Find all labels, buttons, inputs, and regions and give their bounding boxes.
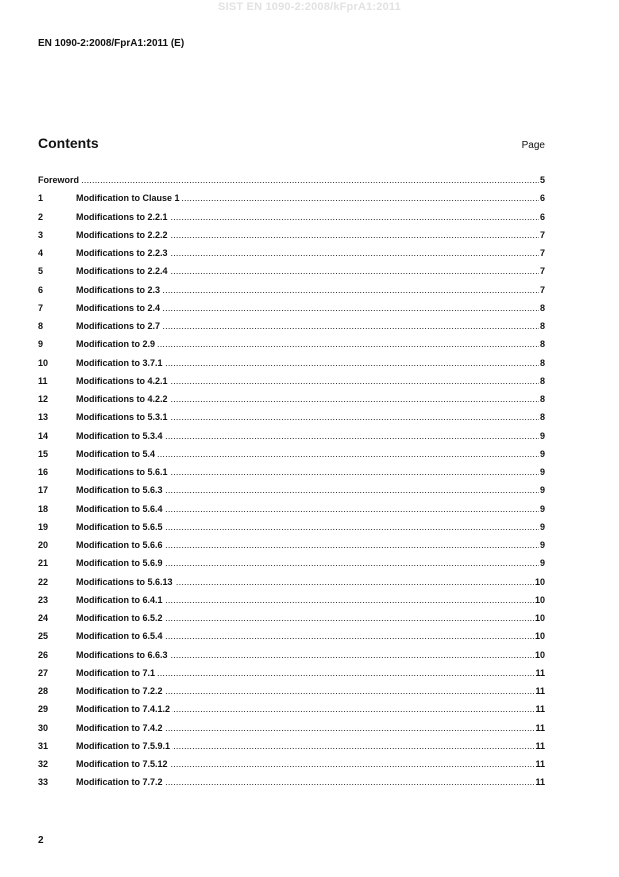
toc-entry-title: Modification to 7.1 ..... <box>76 668 534 678</box>
toc-entry-number: 4 <box>38 248 44 259</box>
toc-entry[interactable] <box>38 299 545 317</box>
toc-entry-page: 6 <box>539 211 545 222</box>
toc-entry-title: Modification to 6.5.4 ..... <box>76 631 534 641</box>
toc-entry-title: Modification to 5.6.9 ..... <box>76 558 539 568</box>
toc-entry[interactable] <box>38 591 545 609</box>
toc-entry-title: Modification to 5.6.6 ..... <box>76 540 539 550</box>
page-column-label: Page <box>521 140 545 151</box>
toc-entry-number: 1 <box>38 193 44 204</box>
toc-entry-number: 26 <box>38 649 49 660</box>
toc-entry-title: Modifications to 4.2.1 ..... <box>76 376 539 386</box>
toc-entry-number: 30 <box>38 722 49 733</box>
toc-entry-page: 8 <box>539 357 545 368</box>
toc-entry-page: 8 <box>539 394 545 405</box>
toc-entry-title: Modification to Clause 1 ..... <box>76 193 539 203</box>
toc-entry[interactable] <box>38 682 545 700</box>
toc-entry-page: 8 <box>539 302 545 313</box>
toc-entry-number: 6 <box>38 284 44 295</box>
toc-entry-title: Modification to 5.6.3 ..... <box>76 485 539 495</box>
toc-entry-page: 11 <box>535 759 545 770</box>
toc-entry[interactable] <box>38 554 545 572</box>
toc-entry-number: 18 <box>38 503 49 514</box>
toc-entry-page: 7 <box>539 248 545 259</box>
toc-entry-number: 29 <box>38 704 49 715</box>
toc-entry-number: 8 <box>38 321 44 332</box>
toc-entry-page: 8 <box>539 375 545 386</box>
toc-entry-number: 11 <box>38 375 48 386</box>
toc-entry[interactable] <box>38 335 545 353</box>
toc-entry-page: 9 <box>539 521 545 532</box>
toc-entry-number: 3 <box>38 229 44 240</box>
toc-entry-page: 9 <box>539 540 545 551</box>
toc-entry-title: Modification to 7.4.1.2 ..... <box>76 704 534 714</box>
toc-entry-number: 21 <box>38 558 49 569</box>
toc-entry[interactable] <box>38 408 545 426</box>
toc-entry-page: 7 <box>539 229 545 240</box>
toc-entry-title: Modification to 6.5.2 ..... <box>76 613 534 623</box>
toc-entry[interactable] <box>38 463 545 481</box>
toc-entry-title: Foreword ..... <box>38 175 539 185</box>
toc-entry-title: Modifications to 2.2.4 ..... <box>76 266 539 276</box>
toc-entry[interactable] <box>38 518 545 536</box>
toc-entry-title: Modifications to 5.6.13 ..... <box>76 577 534 587</box>
toc-entry-title: Modifications to 6.6.3 ..... <box>76 650 534 660</box>
toc-entry[interactable] <box>38 700 545 718</box>
toc-entry[interactable] <box>38 664 545 682</box>
toc-entry-number: 15 <box>38 448 49 459</box>
toc-entry-number: 2 <box>38 211 44 222</box>
toc-entry[interactable] <box>38 445 545 463</box>
toc-entry[interactable] <box>38 354 545 372</box>
toc-entry-number: 19 <box>38 521 49 532</box>
toc-entry-title: Modification to 6.4.1 ..... <box>76 595 534 605</box>
toc-entry-page: 11 <box>535 667 545 678</box>
toc-entry-number: 20 <box>38 540 49 551</box>
toc-entry-number: 25 <box>38 631 49 642</box>
toc-entry[interactable] <box>38 536 545 554</box>
toc-entry[interactable] <box>38 737 545 755</box>
toc-entry[interactable] <box>38 427 545 445</box>
toc-entry-number: 14 <box>38 430 49 441</box>
toc-entry-page: 9 <box>539 503 545 514</box>
toc-entry-number: 32 <box>38 759 49 770</box>
toc-entry-foreword[interactable] <box>38 171 545 189</box>
toc-entry-title: Modification to 7.7.2 ..... <box>76 777 534 787</box>
toc-entry[interactable] <box>38 372 545 390</box>
toc-entry-title: Modifications to 2.3 ..... <box>76 285 539 295</box>
toc-entry-number: 7 <box>38 302 44 313</box>
toc-entry-page: 7 <box>539 266 545 277</box>
toc-entry-number: 5 <box>38 266 44 277</box>
toc-entry-page: 10 <box>534 594 545 605</box>
toc-entry[interactable] <box>38 244 545 262</box>
toc-entry[interactable] <box>38 627 545 645</box>
toc-entry-number: 31 <box>38 740 49 751</box>
toc-entry-title: Modifications to 2.7 ..... <box>76 321 539 331</box>
contents-heading: Contents <box>38 135 99 151</box>
toc-entry-number: 24 <box>38 613 49 624</box>
toc-entry-number: 23 <box>38 594 49 605</box>
toc-entry-page: 9 <box>539 448 545 459</box>
toc-entry-number: 22 <box>38 576 49 587</box>
toc-entry-number: 28 <box>38 686 49 697</box>
toc-entry[interactable] <box>38 481 545 499</box>
toc-entry-number: 27 <box>38 667 49 678</box>
toc-entry-title: Modifications to 4.2.2 ..... <box>76 394 539 404</box>
toc-entry[interactable] <box>38 573 545 591</box>
toc-entry-number: 13 <box>38 412 49 423</box>
toc-entry[interactable] <box>38 226 545 244</box>
toc-entry-title: Modification to 5.4 ..... <box>76 449 539 459</box>
toc-entry-number: 10 <box>38 357 49 368</box>
toc-entry[interactable] <box>38 189 545 207</box>
toc-entry-number: 17 <box>38 485 49 496</box>
toc-entry-page: 11 <box>535 740 545 751</box>
toc-entry-title: Modification to 5.3.4 ..... <box>76 431 539 441</box>
toc-entry-title: Modification to 5.6.4 ..... <box>76 504 539 514</box>
toc-entry-page: 10 <box>534 576 545 587</box>
toc-entry-page: 8 <box>539 321 545 332</box>
toc-entry-title: Modifications to 2.2.1 ..... <box>76 212 539 222</box>
toc-entry-number: 16 <box>38 467 49 478</box>
toc-entry-number: 12 <box>38 394 49 405</box>
toc-entry-page: 11 <box>535 686 545 697</box>
toc-entry-number: 33 <box>38 777 49 788</box>
toc-entry-page: 8 <box>539 339 545 350</box>
toc-entry-title: Modification to 7.4.2 ..... <box>76 723 534 733</box>
watermark: SIST EN 1090-2:2008/kFprA1:2011 <box>218 1 401 13</box>
toc-entry-title: Modifications to 2.2.2 ..... <box>76 230 539 240</box>
toc-entry-title: Modification to 2.9 ..... <box>76 339 539 349</box>
toc-entry-page: 8 <box>539 412 545 423</box>
toc-entry-page: 11 <box>535 777 545 788</box>
toc-entry-title: Modification to 3.7.1 ..... <box>76 358 539 368</box>
toc-entry-title: Modifications to 2.2.3 ..... <box>76 248 539 258</box>
toc-entry-page: 10 <box>534 613 545 624</box>
toc-entry[interactable] <box>38 719 545 737</box>
toc-entry-page: 10 <box>534 631 545 642</box>
toc-entry-title: Modification to 7.5.9.1 ..... <box>76 741 534 751</box>
toc-entry[interactable] <box>38 755 545 773</box>
toc-entry[interactable] <box>38 262 545 280</box>
toc-entry[interactable] <box>38 317 545 335</box>
toc-entry-title: Modification to 7.2.2 ..... <box>76 686 534 696</box>
toc-entry[interactable] <box>38 773 545 791</box>
toc-entry-page: 11 <box>535 704 545 715</box>
toc-entry-page: 10 <box>534 649 545 660</box>
toc-entry-title: Modification to 5.6.5 ..... <box>76 522 539 532</box>
toc-entry-title: Modifications to 5.3.1 ..... <box>76 412 539 422</box>
toc-entry-page: 9 <box>539 467 545 478</box>
toc-entry[interactable] <box>38 609 545 627</box>
toc-entry-page: 9 <box>539 485 545 496</box>
page-number: 2 <box>38 835 44 846</box>
toc-entry-page: 7 <box>539 284 545 295</box>
toc-entry-title: Modifications to 2.4 ..... <box>76 303 539 313</box>
toc-entry[interactable] <box>38 646 545 664</box>
toc-entry[interactable] <box>38 500 545 518</box>
toc-entry-page: 6 <box>539 193 545 204</box>
toc-entry[interactable] <box>38 208 545 226</box>
toc-entry-page: 9 <box>539 430 545 441</box>
toc-entry[interactable] <box>38 390 545 408</box>
toc-entry-page: 9 <box>539 558 545 569</box>
toc-entry-number: 9 <box>38 339 44 350</box>
toc-entry-page: 11 <box>535 722 545 733</box>
toc-entry-title: Modifications to 5.6.1 ..... <box>76 467 539 477</box>
toc-entry-page: 5 <box>539 175 545 186</box>
table-of-contents <box>38 171 545 792</box>
toc-entry[interactable] <box>38 281 545 299</box>
toc-entry-title: Modification to 7.5.12 ..... <box>76 759 534 769</box>
document-id: EN 1090-2:2008/FprA1:2011 (E) <box>38 38 185 49</box>
